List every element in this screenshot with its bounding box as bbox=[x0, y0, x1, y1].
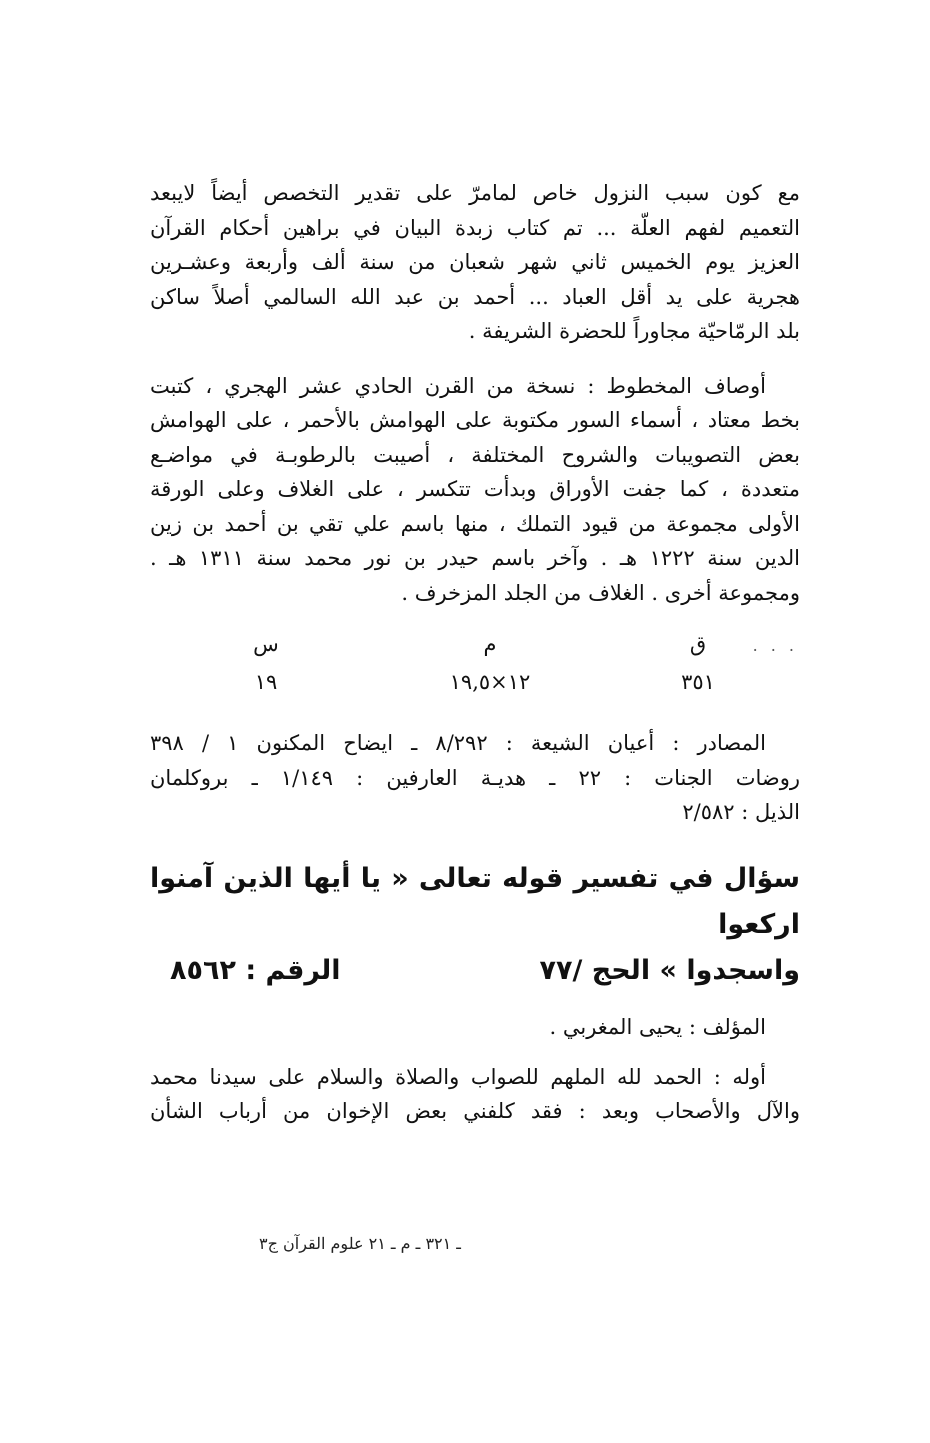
text-line: المصادر : أعيان الشيعة : ٨/٢٩٢ ـ ايضاح المكنون ١ / ٣٩٨ bbox=[150, 731, 766, 755]
stats-value-lines: ١٩ bbox=[254, 670, 278, 694]
stats-header-pages: ق bbox=[689, 632, 707, 656]
text-line: بلد الرمّاحيّة مجاوراً للحضرة الشريفة . bbox=[468, 319, 800, 343]
text-line: ومجموعة أخرى . الغلاف من الجلد المزخرف . bbox=[401, 580, 800, 605]
title-verse-ref: واسجدوا » الحج /٧٧ bbox=[539, 954, 800, 986]
text-line: بخط معتاد ، أسماء السور مكتوبة على الهوامش بالأحمر ، على الهوامش bbox=[150, 408, 800, 432]
author-line: المؤلف : يحيى المغربي . bbox=[549, 1014, 766, 1039]
manuscript-stats bbox=[150, 632, 800, 710]
text-line: والآل والأصحاب وبعد : فقد كلفني بعض الإخوان من أرباب الشأن bbox=[150, 1099, 800, 1123]
text-line: بعض التصويبات والشروح المختلفة ، أصيبت بالرطوبـة في مواضـع bbox=[150, 442, 800, 467]
paragraph-colophon bbox=[150, 176, 800, 349]
stats-value-size: ١٢×١٩,٥ bbox=[449, 670, 531, 694]
stats-value-pages: ٣٥١ bbox=[681, 670, 715, 694]
page-footer: ـ ٣٢١ ـ م ـ ٢١ علوم القرآن ج٣ bbox=[258, 1234, 461, 1253]
entry-title bbox=[150, 856, 800, 994]
title-line-2 bbox=[150, 948, 800, 994]
paragraph-manuscript-description bbox=[150, 369, 800, 611]
text-line: متعددة ، كما جفت الأوراق وبدأت تتكسر ، على الغلاف وعلى الورقة bbox=[150, 477, 800, 501]
text-line: أوله : الحمد لله الملهم للصواب والصلاة والسلام على سيدنا محمد bbox=[150, 1064, 766, 1089]
text-line: أوصاف المخطوط : نسخة من القرن الحادي عشر الهجري ، كتبت bbox=[150, 373, 766, 398]
text-line: الدين سنة ١٢٢٢ هـ . وآخر باسم حيدر بن نور محمد سنة ١٣١١ هـ . bbox=[150, 546, 800, 570]
catalog-number: الرقم : ٨٥٦٢ bbox=[170, 954, 341, 986]
opening-paragraph bbox=[150, 1060, 800, 1129]
title-line: سؤال في تفسير قوله تعالى « يا أيها الذين آمنوا اركعوا bbox=[150, 862, 800, 940]
stats-dots: . . . bbox=[752, 636, 798, 655]
text-line: العزيز يوم الخميس ثاني شهر شعبان من سنة ألف وأربعة وعشـرين bbox=[150, 250, 800, 274]
text-line: هجرية على يد أقل العباد ... أحمد بن عبد الله السالمي أصلاً ساكن bbox=[150, 284, 800, 309]
text-line: الأولى مجموعة من قيود التملك ، منها باسم علي تقي بن أحمد بن زين bbox=[150, 511, 800, 536]
stats-header-size: م bbox=[483, 632, 497, 656]
manuscript-page bbox=[150, 176, 800, 1129]
text-line: التعميم لفهم العلّة ... تم كتاب زبدة البيان في براهين أحكام القرآن bbox=[150, 215, 800, 240]
text-line: الذيل : ٢/٥٨٢ bbox=[682, 800, 800, 824]
text-line: مع كون سبب النزول خاص لمامرّ على تقدير التخصص أيضاً لايبعد bbox=[150, 181, 800, 205]
sources-paragraph bbox=[150, 726, 800, 830]
stats-header-lines: س bbox=[253, 632, 279, 656]
text-line: روضات الجنات : ٢٢ ـ هديـة العارفين : ١/١٤٩ ـ بروكلمان bbox=[150, 765, 800, 790]
